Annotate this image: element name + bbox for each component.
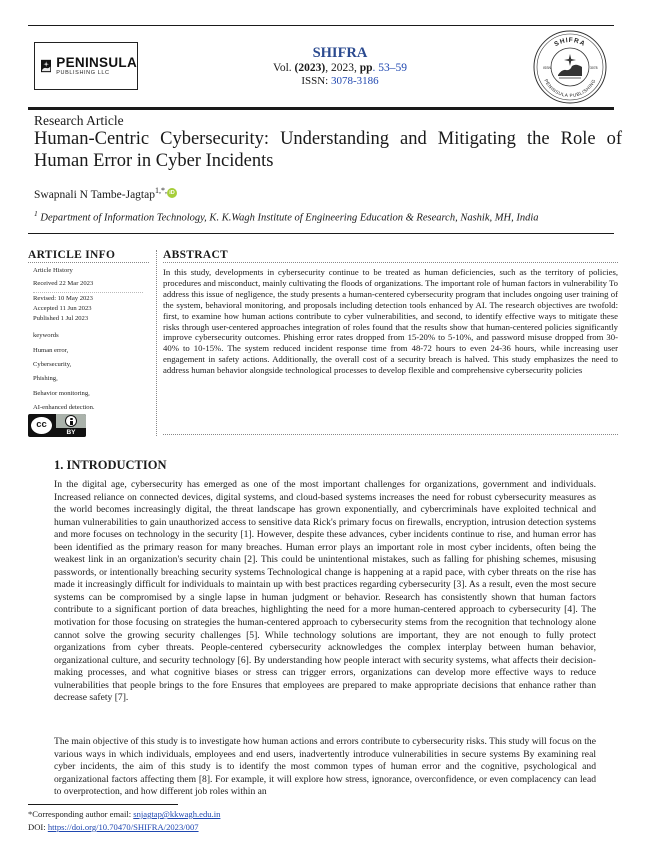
attribution-icon — [65, 415, 77, 427]
seal-right-text: 3078 — [590, 66, 598, 70]
intro-paragraph-1: In the digital age, cybersecurity has emerged as one of the most important challenges for organizations, government and individuals. Increased reliance on connected devices, digital systems, and cloud-based systems increases the need for robust cybersecurity measures as the world becomes increasingly digital, the threat landscape has grown exponentially, and cybercriminals have exploited technical and human vulnerabilities to gain unauthorized access to sensitive data Rick's primary focus on firewalls, encryption, intrusion detection systems and more focuses on technology in the security [1]. However, despite these advances, cyber incidents continue to rise, and human error has been identified as the primary reason for many breaches. Human error plays an important role in most cyber incidents, often being the weakest link in an organization's security chain [2]. This could be unintentional mistakes, such as falling for phishing schemes, misusing passwords, or intentionally breaching security systems Technological change is happening at a rapid pace, with cyber threats on the rise has made it increasingly difficult for individuals to maintain up with best practices regarding cybersecurity [3]. As a result, even the most secure systems can be compromised by a single lapse in human judgment or behavior. Research has consistently shown that human factors contribute to a significant portion of data breaches, highlighting the need for a more human-centered approach to cybersecurity [4]. The motivation for those focusing on strategies the human-centered approach to cybersecurity stems from the recognition that technology alone cannot solve the growing security challenges [5]. While technology solutions are important, they are not enough to fully protect organizations from cyber threats. People-centered cybersecurity acknowledges the complex interplay between human behavior, organizational culture, and security technology [6]. By understanding how people interact with security systems, what affects their decision-making processes, and what cognitive biases or stress can trigger errors, organizations can develop more effective ways to reduce vulnerabilities that people brings to the fore Ensures that employees are prepared to make appropriate decisions that enhance rather than decrease safety [7]. — [54, 479, 596, 704]
doi-label: DOI: — [28, 822, 48, 832]
volume-line — [200, 62, 480, 75]
revised-date: Revised: 10 May 2023 — [33, 295, 93, 302]
keyword: Behavior monitoring, — [33, 390, 90, 397]
accepted-date: Accepted 11 Jun 2023 — [33, 305, 92, 312]
orcid-glyph: iD — [169, 189, 175, 196]
footer-rule — [28, 804, 178, 805]
by-panel — [56, 414, 86, 437]
seal-bottom-text: PENINSULA PUBLISHING — [543, 78, 597, 99]
corr-email-link[interactable]: snjagtap@kkwagh.edu.in — [133, 809, 221, 819]
seal-emblem-icon — [558, 54, 582, 78]
received-date: Received 22 Mar 2023 — [33, 280, 94, 287]
article-info-rule — [28, 262, 149, 263]
publisher-name: PENINSULA — [56, 54, 137, 70]
journal-info — [200, 45, 480, 88]
author-line — [34, 186, 177, 201]
author-sup: 1,*, — [154, 186, 167, 195]
affil-number: 1 — [34, 209, 38, 218]
issn-label: ISSN: — [301, 74, 331, 87]
cc-by-license-badge[interactable] — [28, 414, 86, 437]
keywords-label: keywords — [33, 332, 59, 339]
section-rule — [28, 233, 614, 234]
affil-text: Department of Information Technology, K. K.Wagh Institute of Engineering Education & Research, Nashik, MH, India — [40, 212, 539, 224]
introduction-heading: 1. INTRODUCTION — [54, 458, 167, 472]
cc-glyph: cc — [36, 419, 47, 430]
orcid-icon[interactable] — [167, 188, 177, 198]
svg-text:PENINSULA PUBLISHING — [543, 78, 596, 98]
column-separator — [156, 250, 157, 436]
keyword: Phishing, — [33, 375, 58, 382]
published-date: Published 1 Jul 2023 — [33, 315, 89, 322]
vol-prefix: Vol. — [273, 61, 295, 74]
article-type: Research Article — [34, 113, 124, 128]
abstract-text: In this study, developments in cybersecurity continue to be treated as human deficiencies, such as the territory of policies, procedures and misconduct, mainly cultivating the floods of organizations. The important role of human factors in vulnerability To address this issue of negligence, the study presents a human-centered cybersecurity program that includes ongoing user training of the system, behavioral monitoring, and proposals including detection tools enhanced by AI. The research objectives are twofold: first, to examine how human actions contribute to cyber vulnerabilities, and second, to identify effective ways to mitigate these risks through user-centered approaches integration of roles found that the results show that human-centered policies significantly improve cybersecurity outcomes. Phishing error rates dropped from 15-20% to 5-10%, and password misuse dropped from 30-40% to 10-15%. The system reduced incident response time from 48-72 hours to even 24-36 hours, while increasing user engagement in safety actions. Additionally, the overall cost of a security breach is halved. This study emphasizes the need to address human behavior alongside technological processes to develop flexible and comprehensive cybersecurity policies — [163, 267, 618, 376]
seal-left-text: ISSN — [543, 66, 551, 70]
abstract-bottom-rule — [163, 434, 618, 435]
keyword: Cybersecurity, — [33, 361, 72, 368]
keyword: AI-enhanced detection. — [33, 404, 95, 411]
publisher-subtitle: PUBLISHING LLC — [56, 70, 110, 76]
header-thick-rule — [28, 107, 614, 110]
peninsula-logo-icon — [41, 48, 51, 84]
journal-seal — [532, 29, 608, 105]
vol-pp: pp — [359, 61, 373, 74]
doi-link[interactable]: https://doi.org/10.70470/SHIFRA/2023/007 — [47, 822, 199, 832]
corresponding-author — [28, 809, 220, 819]
intro-paragraph-2: The main objective of this study is to investigate how human actions and errors contribute to cybersecurity risks. This study will focus on the various ways in which individuals, employees and end users, inadvertently introduce vulnerabilities in secure systems By examining real cyber incidents, the aim of this study is to identify the most common types of human error and the cognitive, psychological and organizational factors affecting them [8]. For example, it will explore how stress, ignorance, overconfidence, or even complacency can lead to overprotection, and how different job roles within an — [54, 736, 596, 798]
vol-mid: , 2023, — [325, 61, 360, 74]
abstract-heading: ABSTRACT — [163, 249, 229, 261]
vol-pages: . 53–59 — [372, 61, 407, 74]
doi-line — [28, 822, 199, 832]
issn-line — [200, 75, 480, 88]
affiliation — [34, 209, 539, 224]
seal-top-text: SHIFRA — [553, 36, 587, 49]
vol-year: (2023) — [294, 61, 326, 74]
top-rule — [28, 25, 614, 26]
publisher-logo — [34, 42, 138, 90]
corr-label: *Corresponding author email: — [28, 809, 134, 819]
keyword: Human error, — [33, 347, 69, 354]
svg-text:SHIFRA — [553, 37, 586, 48]
by-label: BY — [56, 428, 86, 437]
abstract-rule — [163, 262, 618, 263]
author-name: Swapnali N Tambe-Jagtap — [34, 188, 155, 201]
article-history-label: Article History — [33, 267, 73, 274]
article-info-heading: ARTICLE INFO — [28, 249, 116, 261]
history-divider — [33, 292, 143, 293]
article-title: Human-Centric Cybersecurity: Understanding and Mitigating the Role of Human Error in Cyber Incidents — [34, 129, 622, 171]
issn-value: 3078-3186 — [330, 74, 379, 87]
cc-icon — [30, 416, 53, 435]
journal-title: SHIFRA — [312, 45, 368, 61]
